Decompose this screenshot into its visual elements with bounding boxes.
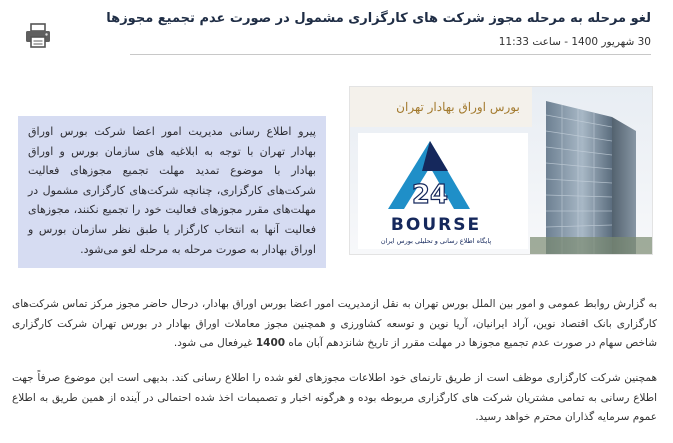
bourse-logo-subtitle: پایگاه اطلاع رسانی و تحلیلی بورس ایران bbox=[380, 237, 492, 245]
paragraph-1-end: غیرفعال می شود. bbox=[173, 337, 256, 349]
news-image bbox=[349, 86, 653, 255]
print-button[interactable] bbox=[24, 22, 52, 50]
article-lead: پیرو اطلاع رسانی مدیریت امور اعضا شرکت بورس اوراق بهادار تهران با توجه به ابلاغیه های سازمان بورس و اوراق بهادار با موضوع تمدید مهلت تجمیع مجوزهای فعالیت شرکت‌های کارگزاری، چنانچه شرکت‌های کارگزاری مشمول در مهلت‌های مقرر مجوزهای فعالیت خود را تجمیع نکنند، مجوزهای فعالیت آنها به انتخاب کارگزار یا طبق نظر سازمان بورس و اوراق بهادار به صورت مرحله به مرحله لغو می‌شود. bbox=[18, 116, 326, 268]
building-sign: بورس اوراق بهادار تهران bbox=[396, 100, 520, 114]
news-image-art bbox=[350, 87, 652, 254]
bourse-logo-text: BOURSE bbox=[390, 215, 482, 235]
paragraph-1-text: به گزارش روابط عمومی و امور بین الملل بورس تهران به نقل ازمدیریت امور اعضا بورس اوراق بهادار، درحال حاضر مجوز مرکز تماس شرکت‌های کارگزاری بانک اقتصاد نوین، آراد ایرانیان، آریا نوین و توسعه کشاورزی و همچنین مجوز معاملات اوراق بهادار در بورس تهران شرکت کارگزاری شاخص سهام در صورت عدم تجمیع مجوزها در مهلت مقرر از تاریخ شانزدهم آبان ماه bbox=[12, 298, 657, 349]
article-date: 30 شهریور 1400 - ساعت 11:33 bbox=[498, 36, 651, 48]
article-paragraph-1 bbox=[12, 295, 657, 354]
svg-text:24: 24 bbox=[411, 180, 449, 210]
article-title: لغو مرحله به مرحله مجوز شرکت های کارگزاری مشمول در صورت عدم تجمیع مجوزها bbox=[106, 11, 651, 26]
printer-icon bbox=[24, 22, 52, 50]
paragraph-1-year: 1400 bbox=[255, 337, 286, 349]
title-divider bbox=[130, 54, 651, 55]
article-paragraph-2: همچنین شرکت کارگزاری موظف است از طریق تارنمای خود اطلاعات مجوزهای لغو شده را اطلاع رسانی کند. بدیهی است این موضوع صرفاً جهت اطلاع رسانی به تمامی مشتریان شرکت های کارگزاری مربوطه بوده و هرگونه اخبار و تصمیمات اخذ شده احتمالی در آینده از همین طریق به اطلاع عموم سرمایه گذاران محترم خواهد رسید. bbox=[12, 372, 657, 423]
